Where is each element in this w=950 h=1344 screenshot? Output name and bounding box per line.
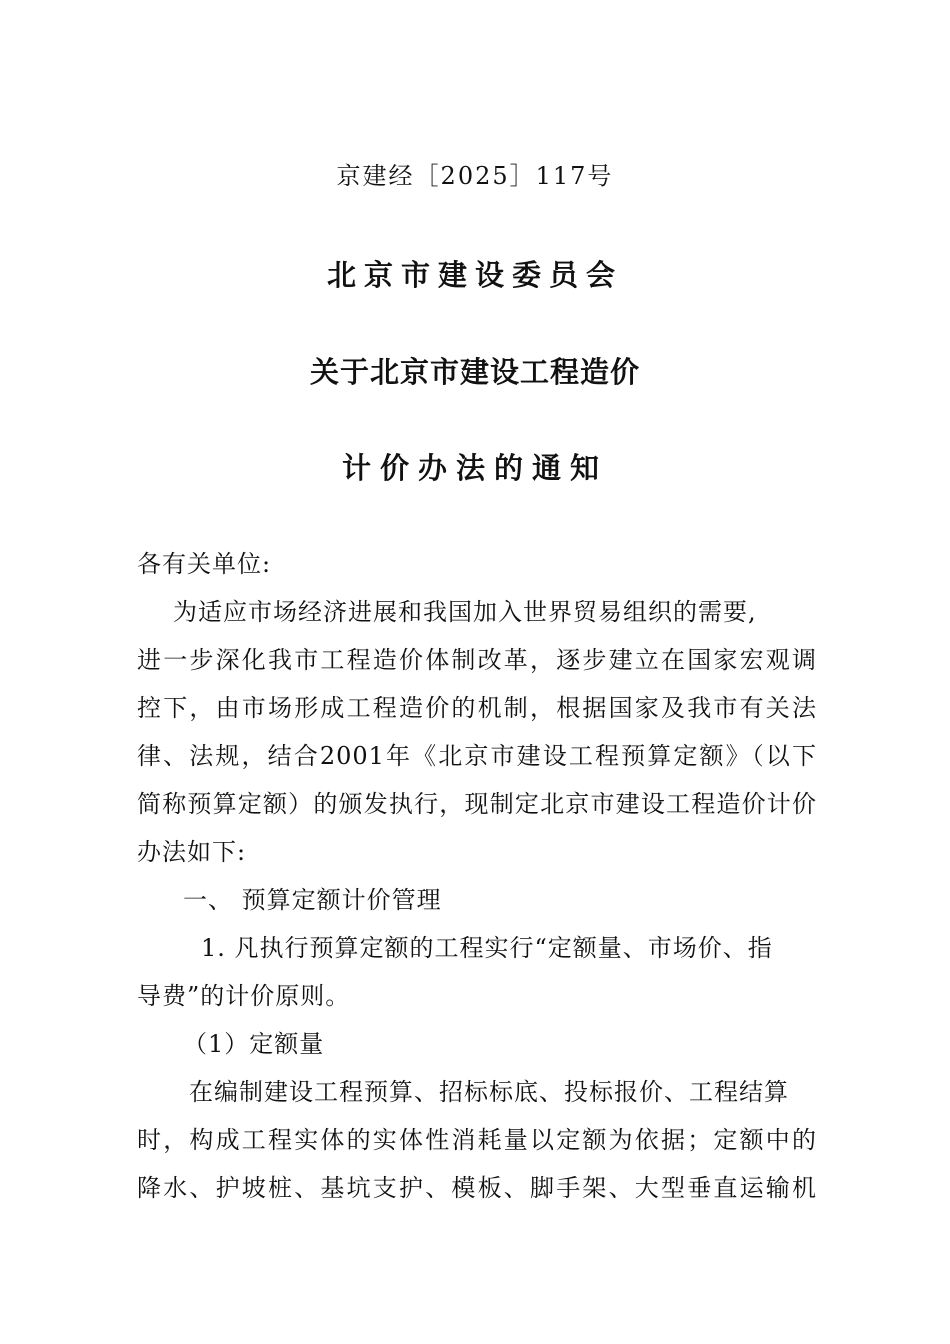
item-1-line-2: 导费”的计价原则。 [137, 982, 351, 1010]
salutation: 各有关单位: [137, 550, 272, 578]
title-line-1: 北京市建设委员会 [326, 258, 623, 292]
paragraph-1-line-6: 办法如下: [137, 838, 247, 866]
item-1-line-1: 1. 凡执行预算定额的工程实行“定额量、市场价、指 [201, 934, 773, 962]
section-1-heading: 一、 预算定额计价管理 [183, 886, 442, 914]
title-line-3: 计价办法的通知 [341, 451, 608, 485]
subitem-1-line-2: 时，构成工程实体的实体性消耗量以定额为依据；定额中的 [137, 1126, 817, 1154]
subitem-1-line-3: 降水、护坡桩、基坑支护、模板、脚手架、大型垂直运输机 [137, 1174, 817, 1202]
paragraph-1-line-3: 控下，由市场形成工程造价的机制，根据国家及我市有关法 [137, 694, 817, 722]
subitem-1-heading: （1）定额量 [183, 1030, 325, 1058]
paragraph-1-line-1: 为适应市场经济进展和我国加入世界贸易组织的需要, [173, 598, 757, 626]
document-body [137, 540, 817, 1212]
paragraph-1-line-2: 进一步深化我市工程造价体制改革，逐步建立在国家宏观调 [137, 646, 817, 674]
document-number: 京建经［2025］117号 [336, 162, 614, 190]
paragraph-1-line-4: 律、法规，结合2001年《北京市建设工程预算定额》（以下 [137, 742, 817, 770]
subitem-1-line-1: 在编制建设工程预算、招标标底、投标报价、工程结算 [189, 1078, 789, 1106]
title-line-2: 关于北京市建设工程造价 [309, 355, 640, 389]
paragraph-1-line-5: 简称预算定额）的颁发执行，现制定北京市建设工程造价计价 [137, 790, 817, 818]
